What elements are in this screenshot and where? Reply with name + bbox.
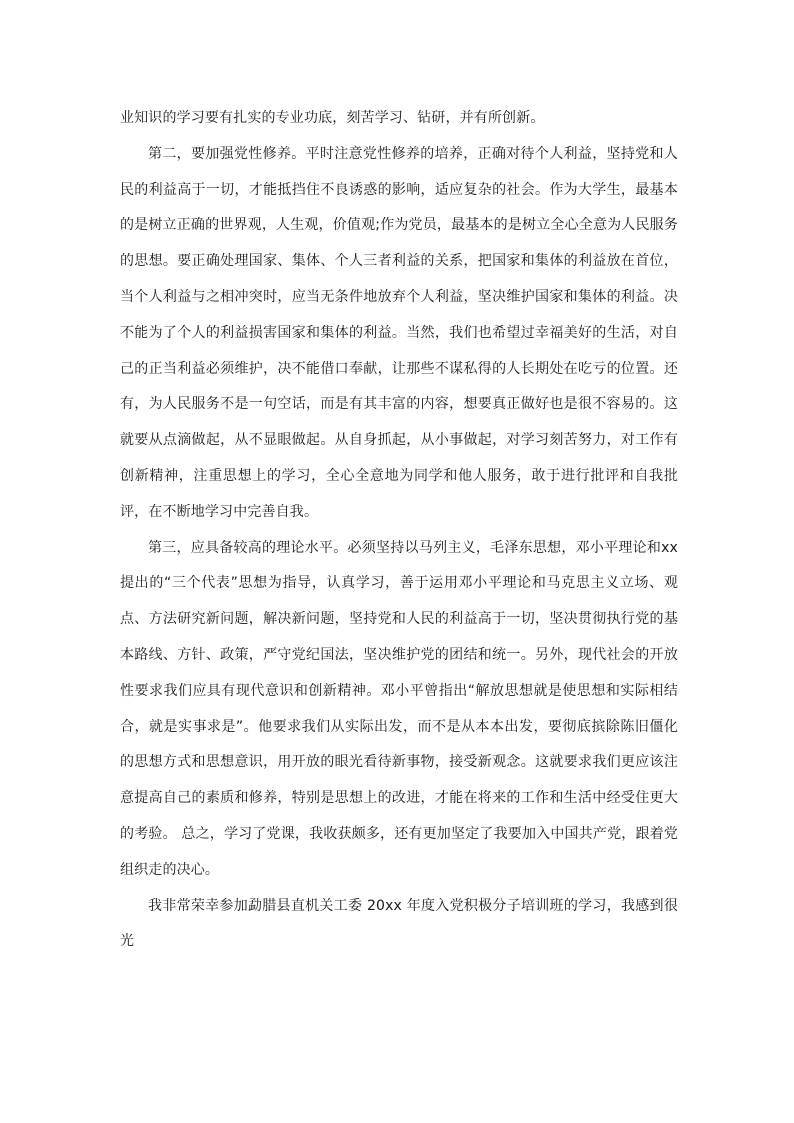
document-body [120, 101, 678, 960]
paragraph-theory-level: 第三，应具备较高的理论水平。必须坚持以马列主义，毛泽东思想，邓小平理论和xx提出的“三个代表”思想为指导，认真学习，善于运用邓小平理论和马克思主义立场、观点、方法研究新问题，解决新问题，坚持党和人民的利益高于一切，坚决贯彻执行党的基本路线、方针、政策，严守党纪国法，坚决维护党的团结和统一。另外，现代社会的开放性要求我们应具有现代意识和创新精神。邓小平曾指出“解放思想就是使思想和实际相结合，就是实事求是”。他要求我们从实际出发，而不是从本本出发，要彻底摈除陈旧僵化的思想方式和思想意识，用开放的眼光看待新事物，接受新观念。这就要求我们更应该注意提高自己的素质和修养，特别是思想上的改进，才能在将来的工作和生活中经受住更大的考验。 总之，学习了党课，我收获颇多，还有更加坚定了我要加入中国共产党，跟着党组织走的决心。 [120, 539, 678, 878]
paragraph-continuation: 业知识的学习要有扎实的专业功底，刻苦学习、钻研，并有所创新。 [120, 110, 545, 126]
paragraph-training-intro: 我非常荣幸参加勐腊县直机关工委 20xx 年度入党积极分子培训班的学习，我感到很光 [120, 897, 678, 950]
paragraph-party-spirit: 第二，要加强党性修养。平时注意党性修养的培养，正确对待个人利益，坚持党和人民的利益高于一切，才能抵挡住不良诱惑的影响，适应复杂的社会。作为大学生，最基本的是树立正确的世界观，人生观，价值观;作为党员，最基本的是树立全心全意为人民服务的思想。要正确处理国家、集体、个人三者利益的关系，把国家和集体的利益放在首位，当个人利益与之相冲突时，应当无条件地放弃个人利益，坚决维护国家和集体的利益。决不能为了个人的利益损害国家和集体的利益。当然，我们也希望过幸福美好的生活，对自己的正当利益必须维护，决不能借口奉献，让那些不谋私得的人长期处在吃亏的位置。还有，为人民服务不是一句空话，而是有其丰富的内容，想要真正做好也是很不容易的。这就要从点滴做起，从不显眼做起。从自身抓起，从小事做起，对学习刻苦努力，对工作有创新精神，注重思想上的学习，全心全意地为同学和他人服务，敢于进行批评和自我批评，在不断地学习中完善自我。 [120, 145, 678, 520]
